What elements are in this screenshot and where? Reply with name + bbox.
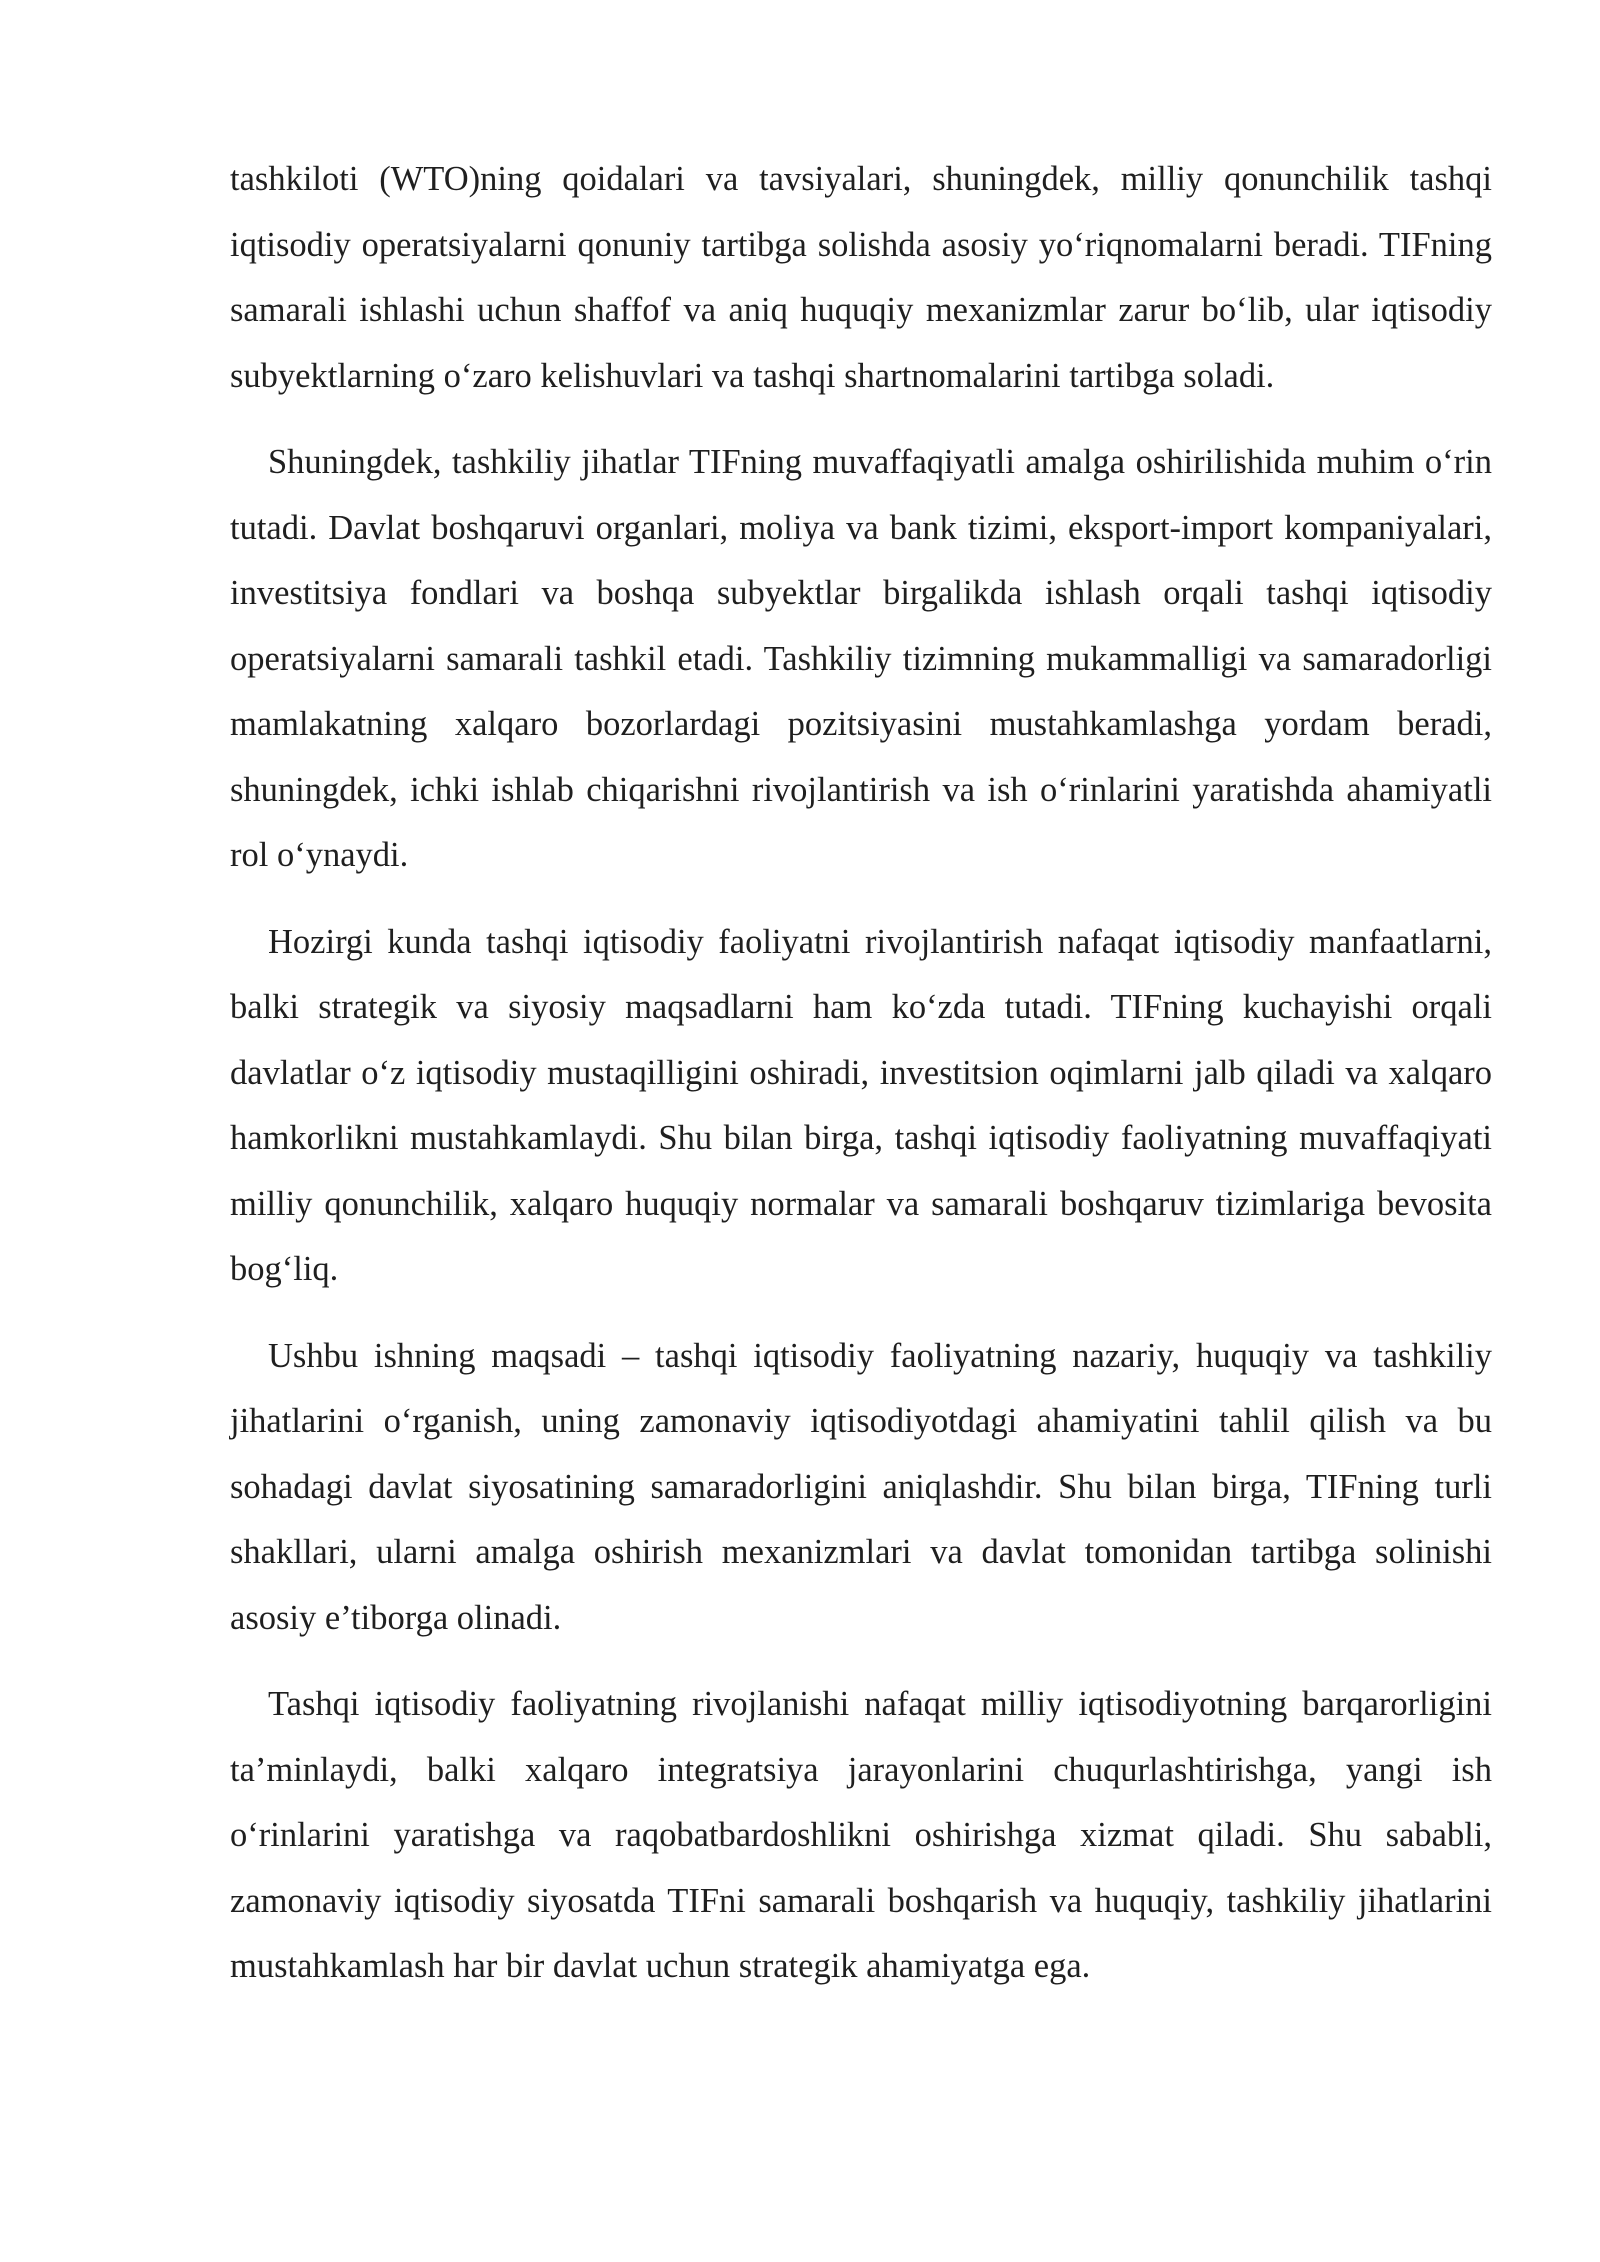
paragraph-4: Ushbu ishning maqsadi – tashqi iqtisodiy faoliyatning nazariy, huquqiy va tashkiliy jihatlarini o‘rganish, uning zamonaviy iqtisodiyotdagi ahamiyatini tahlil qilish va bu sohadagi davlat siyosatining samaradorligini aniqlashdir. Shu bilan birga, TIFning turli shakllari, ularni amalga oshirish mexanizmlari va davlat tomonidan tartibga solinishi asosiy e’tiborga olinadi.: [230, 1336, 1492, 1637]
paragraph-1: tashkiloti (WTO)ning qoidalari va tavsiyalari, shuningdek, milliy qonunchilik tashqi iqtisodiy operatsiyalarni qonuniy tartibga solishda asosiy yo‘riqnomalarni beradi. TIFning samarali ishlashi uchun shaffof va aniq huquqiy mexanizmlar zarur bo‘lib, ular iqtisodiy subyektlarning o‘zaro kelishuvlari va tashqi shartnomalarini tartibga soladi.: [230, 160, 1492, 395]
paragraph-2: Shuningdek, tashkiliy jihatlar TIFning muvaffaqiyatli amalga oshirilishida muhim o‘rin tutadi. Davlat boshqaruvi organlari, moliya va bank tizimi, eksport-import kompaniyalari, investitsiya fondlari va boshqa subyektlar birgalikda ishlash orqali tashqi iqtisodiy operatsiyalarni samarali tashkil etadi. Tashkiliy tizimning mukammalligi va samaradorligi mamlakatning xalqaro bozorlardagi pozitsiyasini mustahkamlashga yordam beradi, shuningdek, ichki ishlab chiqarishni rivojlantirish va ish o‘rinlarini yaratishda ahamiyatli rol o‘ynaydi.: [230, 443, 1492, 874]
paragraph-3: Hozirgi kunda tashqi iqtisodiy faoliyatni rivojlantirish nafaqat iqtisodiy manfaatlarni, balki strategik va siyosiy maqsadlarni ham ko‘zda tutadi. TIFning kuchayishi orqali davlatlar o‘z iqtisodiy mustaqilligini oshiradi, investitsion oqimlarni jalb qiladi va xalqaro hamkorlikni mustahkamlaydi. Shu bilan birga, tashqi iqtisodiy faoliyatning muvaffaqiyati milliy qonunchilik, xalqaro huquqiy normalar va samarali boshqaruv tizimlariga bevosita bog‘liq.: [230, 922, 1492, 1288]
document-body: [230, 147, 1492, 2021]
paragraph-5: Tashqi iqtisodiy faoliyatning rivojlanishi nafaqat milliy iqtisodiyotning barqarorligini ta’minlaydi, balki xalqaro integratsiya jarayonlarini chuqurlashtirishga, yangi ish o‘rinlarini yaratishga va raqobatbardoshlikni oshirishga xizmat qiladi. Shu sababli, zamonaviy iqtisodiy siyosatda TIFni samarali boshqarish va huquqiy, tashkiliy jihatlarini mustahkamlash har bir davlat uchun strategik ahamiyatga ega.: [230, 1685, 1492, 1985]
